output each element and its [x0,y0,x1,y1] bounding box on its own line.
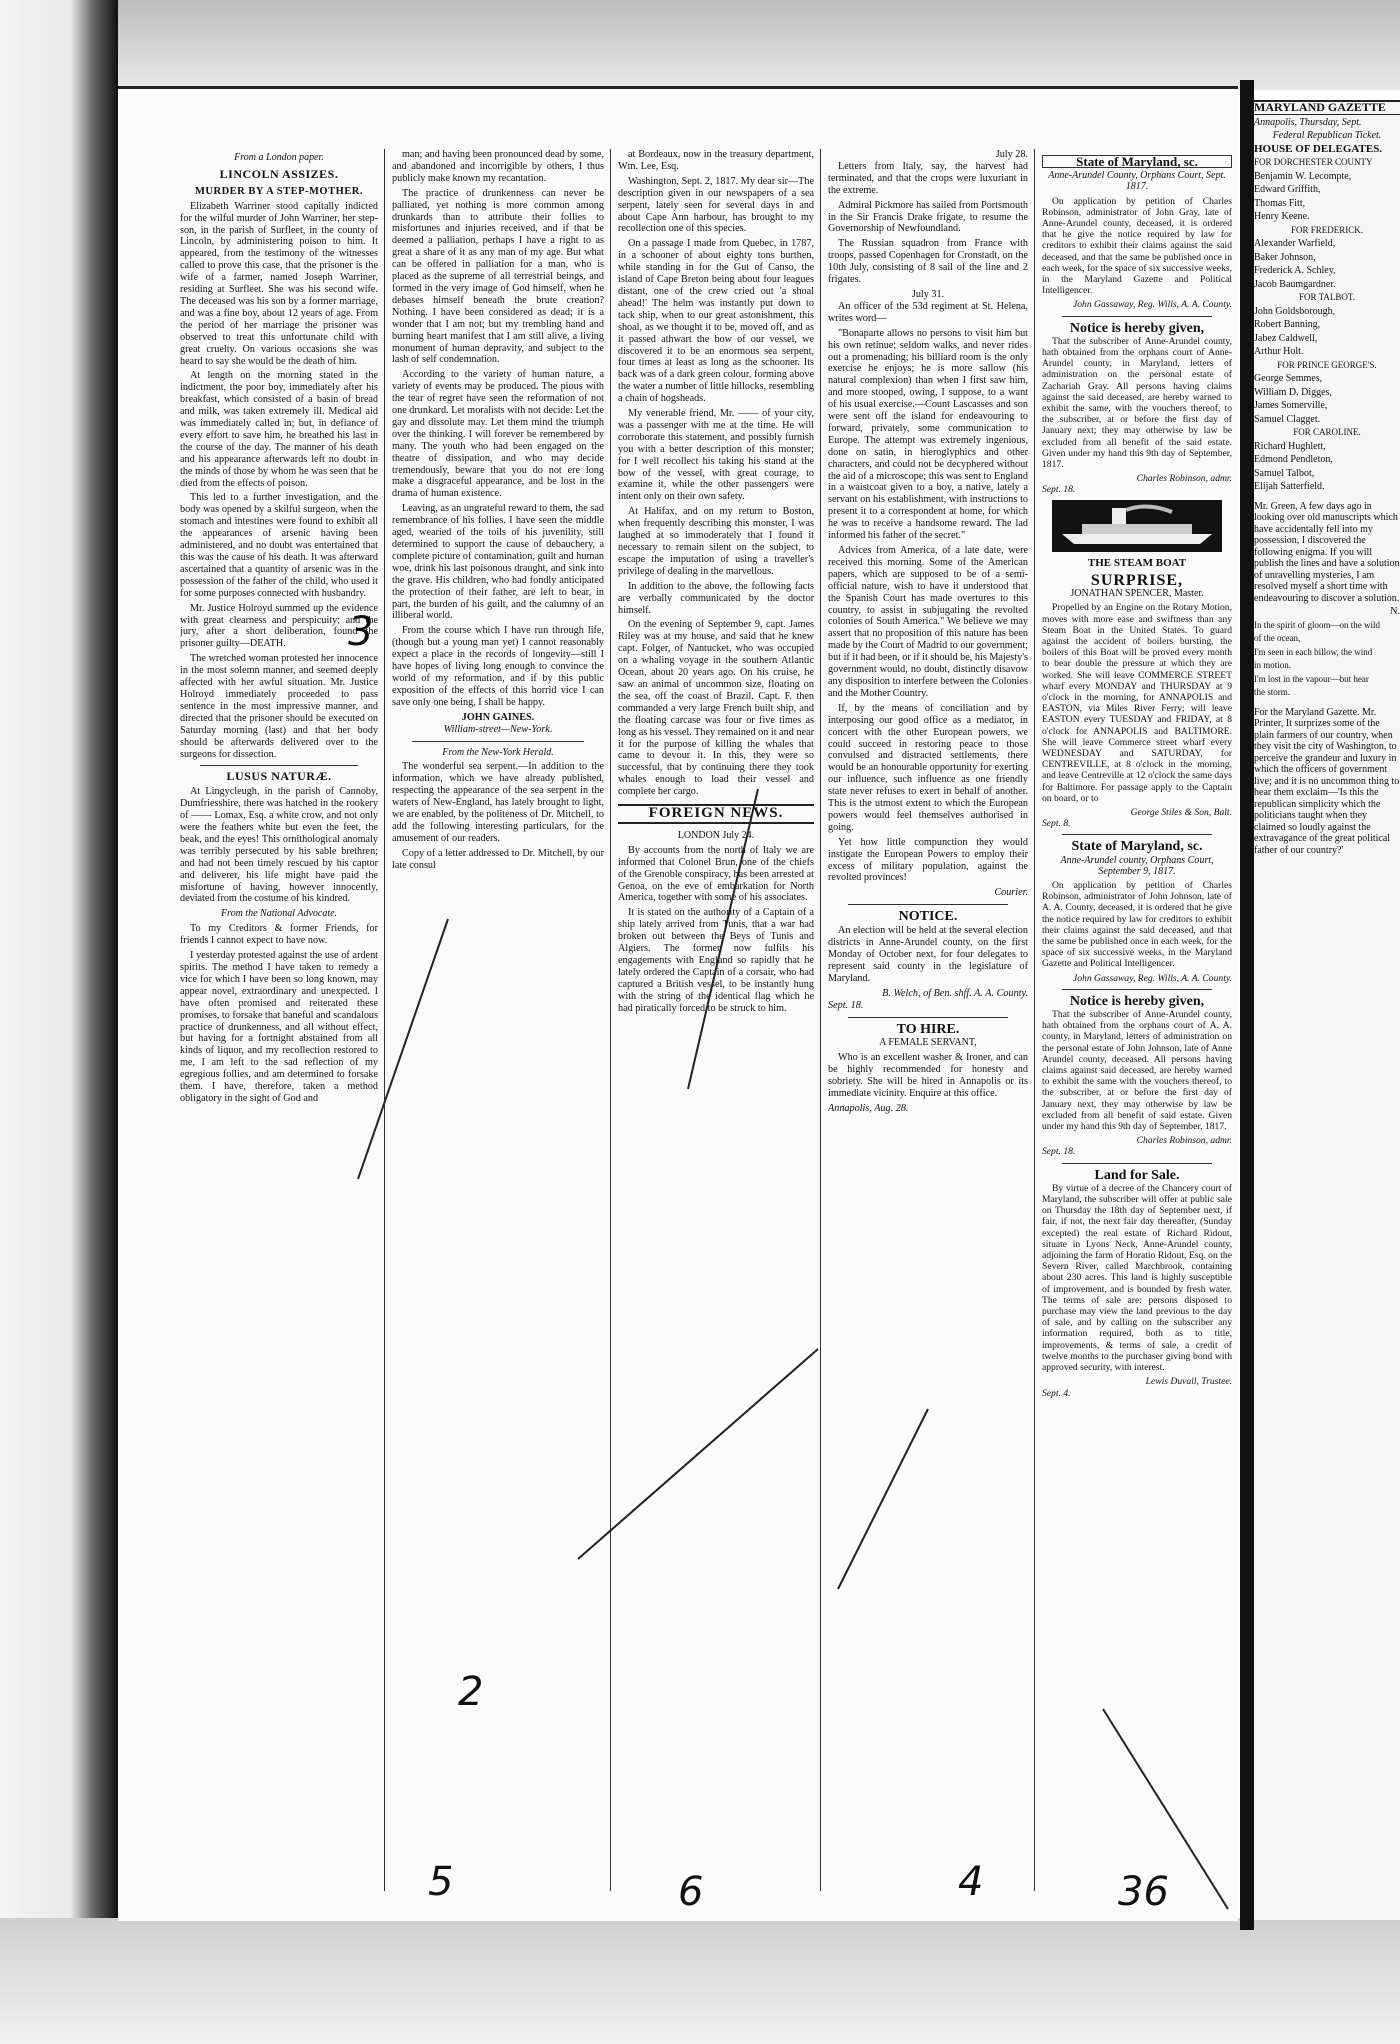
county-heading: FOR TALBOT. [1299,292,1355,302]
candidate: Benjamin W. Lecompte, [1254,170,1352,182]
paragraph: At length on the morning stated in the indictment, the poor boy, immediately after his breakfast, which consisted of a basin of bread and milk, was taken extremely ill. Medical aid was immediately called in; but, in defiance of every effort to save him, he breathed his last in the course of the day. The manner of his death and his appearance afterwards left no doubt in the minds of those by whom he was seen that he died from the effects of poison. [180,370,378,489]
paragraph: It is stated on the authority of a Captain of a ship lately arrived from Tunis, that a war had broken out between the Beys of Tunis and Algiers. The former now fulfils his engagements with England so rapidly that he lately ordered the Captain of a corsair, who had captured a British vessel, to be instantly hung with the string of the identical flag which he had piratically forced to be struck to him. [618,907,814,1014]
paragraph: According to the variety of human nature, a variety of events may be produced. The pious with the tear of regret have seen the reformation of not one drunkard. Let moralists with not decide: Let the gay and dissolute may. Let them mind the triumph over the thinking. I will forever be remembered by many. The youth who had been engaged on the theatre of dissipation, and who may decide tremendously, beware that you do not ere long make a disgraceful appearance, and be lost in the drama of human existence. [392,369,604,500]
ad-date: Sept. 18. [1042,1146,1076,1158]
county-heading: FOR PRINCE GEORGE'S. [1277,359,1377,370]
paragraph: Letters from Italy, say, the harvest had terminated, and that the crops were luxuriant in the extreme. [828,160,1028,196]
ad-subtitle: Anne-Arundel county, Orphans Court, September 9, 1817. [1060,854,1214,877]
paragraph: at Bordeaux, now in the treasury department, Wm. Lee, Esq. [618,149,814,172]
paragraph: The wretched woman protested her innocence in the most solemn manner, and seemed deeply affected with her awful situation. Mr. Justice Holroyd immediately proceeded to pass sentence in the most impressive manner, and directed that the prisoner should be executed on Saturday morning (last) and that her body should be afterwards delivered over to the surgeons for dissection. [180,653,378,760]
ad-text: Propelled by an Engine on the Rotary Motion, moves with more ease and swiftness than any Steam Boat in the United States. To guard against the accident of boilers bursting, the boilers of this Boat will be proved every month to bear double the pressure at which they are worked. She will leave COMMERCE STREET wharf every MONDAY and THURSDAY at 9 o'clock in the morning, for ANNAPOLIS and EASTON, via Miles River Ferry; will leave EASTON every TUESDAY and FRIDAY, at 8 o'clock for ANNAPOLIS and BALTIMORE. She will leave Commerce street wharf every WEDNESDAY and SATURDAY, for CENTREVILLE, at 8 o'clock in the morning, and leave Centreville at 12 o'clock the same days for Baltimore. For passage apply to the Captain on board, or to [1042,602,1232,804]
hire-title: TO HIRE. [896,1021,960,1037]
ad-text: On application by petition of Charles Robinson, administrator of John Johnson, late of A. A. County, deceased, it is ordered that he give the notice required by law for creditors to exhibit their claims against the said deceased, and that the same be published once in each week, for the space of six successive weeks, in the Maryland Gazette and Political Intelligencer. [1042,879,1232,970]
candidate: James Somerville, [1254,400,1328,411]
ad-text: That the subscriber of Anne-Arundel county, hath obtained from the orphans court of Anne-Arundel county, in Maryland, letters of administration on the personal estate of Zachariah Gray. All persons having claims against the said deceased, are hereby warned to exhibit the same, with the vouchers thereof, to the subscriber, at or before the first day of January next; they may otherwise by law be excluded from all benefit of the said estate. Given under my hand this 9th day of September, 1817. [1042,335,1232,471]
paragraph: My venerable friend, Mr. —— of your city, was a passenger with me at the time. He will corroborate this statement, and possibly furnish you with a better description of this monster; for I well recollect his taking his stand at the bow of the vessel, with great courage, to examine it, while the other passengers were intent only on their own safety. [618,408,814,503]
candidate: Elijah Satterfield. [1254,481,1325,492]
ad-signature: Charles Robinson, admr. [1136,473,1232,485]
paragraph: Leaving, as an ungrateful reward to them, the sad remembrance of his follies. I have seen the middle aged, wearied of the toils of his juvenility, still determined to support the cause of debauchery, a complete picture of contamination, guilt and human woe, drink his last poisonous draught, and sink into the grave. His children, who had fondly anticipated the protection of their father, are left to bear, in part, the burden of his guilt, and the calumny of an illiberal world. [392,503,604,622]
house-heading: HOUSE OF DELEGATES. [1254,142,1383,155]
candidate: Baker Johnson, [1254,251,1316,263]
candidate: Samuel Talbot, [1254,467,1315,479]
paragraph: Washington, Sept. 2, 1817. My dear sir—The description given in our newspapers of a sea serpent, lately seen for several days in and about Cape Ann harbour, has brought to my recollection one of this species. [618,175,814,235]
ad-date: Sept. 8. [1042,818,1071,830]
ad-title: State of Maryland, sc. [1042,155,1232,168]
ad-date: Sept. 4. [1042,1387,1071,1399]
ad-signature: John Gassaway, Reg. Wills, A. A. County. [1072,299,1232,311]
ad-signature: Charles Robinson, admr. [1136,1135,1232,1147]
paragraph: Advices from America, of a late date, were received this morning. Some of the American papers, which are supposed to be of a semi-official nature, wish to have it understood that the Spanish Court has made overtures to this country, to assist in subjugating the revolted colonies of South America." We believe we may assert that no proposition of this nature has been made by the Court of Madrid to our government; but if it had been, or if it should be, his Majesty's government would, no doubt, distinctly disavow any disposition to interfere between the Colonies and the Mother Country. [828,545,1028,699]
paragraph: Mr. Green, A few days ago in looking over old manuscripts which have accidentally fell into my possession, I discovered the following enigma. If you will publish the lines and have a solution of unravelling mysteries, I am resolved myself a short time with endeavouring to discover a solution. [1254,500,1400,604]
notice-date: Sept. 18. [828,999,864,1011]
paragraph: man; and having been pronounced dead by some, and abandoned and incorrigible by others, I thus publicly make known my recantation. [392,149,604,184]
paragraph: In addition to the above, the following facts are verbally communicated by the doctor himself. [618,580,814,616]
handwritten-mark: 3 [348,609,374,655]
paragraph: Elizabeth Warriner stood capitally indicted for the wilful murder of John Warriner, her step-son, in the parish of Surfleet, in the county of Lincoln, by administering poison to him. It appeared, from the testimony of the witnesses called to prove this case, that the prisoner is the wife of a farmer, named Joseph Warriner, residing at Surfleet. She was his second wife. The deceased was his son by a former marriage, and was a fine boy, about 12 years of age. From the period of her marriage the prisoner was observed to treat this unfortunate child with great cruelty. On various occasions she was heard to say she would be the death of him. [180,200,378,367]
article-title: LUSUS NATURÆ. [226,769,332,784]
adjacent-page [1254,100,1400,1920]
candidate: Henry Keene. [1254,211,1310,222]
candidate: Jacob Baumgardner. [1254,278,1336,290]
masthead-date: Annapolis, Thursday, Sept. [1254,116,1362,128]
scan-left-shadow [0,0,118,2044]
scan-bottom-shadow [0,1918,1400,2044]
poem-line: In the spirit of gloom—on the wild [1254,619,1380,630]
candidate: Richard Hughlett, [1254,440,1326,452]
paragraph: If, by the means of conciliation and by interposing our good office as a mediator, in concert with the other European powers, we could succeed in restoring peace to those convulsed and distracted settlements, there would be an honourable opportunity for exerting our influence, such influence as one friendly state never refuses to exert in behalf of another. This is the utmost extent to which the European powers would feel themselves authorised in going. [828,702,1028,833]
paragraph: From the course which I have run through life, (though but a young man yet) I cannot reasonably expect a place in the records of longevity—still I have hopes of living long enough to convince the world of my reformation, and if by this public exposition of the effects of this horrid vice I can save only one being, I shall be happy. [392,625,604,708]
county-heading: FOR CAROLINE. [1293,427,1361,437]
handwritten-mark: 5 [428,1859,454,1905]
county-heading: FOR FREDERICK. [1290,224,1363,235]
paragraph: "Bonaparte allows no persons to visit him but his own retinue; seldom walks, and never rides out a promenading; his billiard room is the only exercise he enjoys; he is more sallow (his natural complexion) than when I first saw him, and more stooped, owing, I suppose, to a want of his usual exercise.—Count Lascasses and son were sent off the island for endeavouring to forward, privately, some communication to Europe. The attempt was extremely ingenious, done on satin, in hieroglyphics and other characters, and could not be decyphered without the aid of a microscope; this was sent to England in a waistcoat given to a boy, a native, lately a servant on his establishment, with instructions to present it to a correspondent at home, for which he was to receive a handsome reward. The lad informed his father of the secret." [828,327,1028,542]
steamboat-title: THE STEAM BOAT [1087,556,1187,569]
hire-text: Who is an excellent washer & Ironer, and can be highly recommended for honesty and sobriety. She will be hired in Annapolis or its immediate vicinity. Enquire at this office. [828,1052,1028,1100]
paragraph: On the evening of September 9, capt. James Riley was at my house, and said that he knew capt. Folger, of Nantucket, who was occupied on a whaling voyage in the southern Atlantic Ocean, about 20 years ago. On his cruise, he saw an animal of uncommon size, floating on the sea, off the coast of Brazil. Capt. F. then commanded a very large French built ship, and the floating carcase was four or five times as long as his vessel. They remained on it and near it for the purpose of killing the whales that came to devour it. In this, they were so successful, that by continuing there they took whales enough to load their vessel and complete her cargo. [618,619,814,798]
article-title: LINCOLN ASSIZES. [219,166,339,181]
article-source: Courier. [994,887,1028,899]
poem-line: of the ocean, [1254,633,1301,643]
notice-text: An election will be held at the several election districts in Anne-Arundel county, on the first Monday of October next, for four delegates to represent said county in the legislature of Maryland. [828,925,1028,984]
ad-text: By virtue of a decree of the Chancery court of Maryland, the subscriber will offer at public sale on Thursday the 18th day of September next, if fair, if not, the next fair day thereafter, (Sunday excepted) the real estate of Richard Ridout, situate in Lyons Neck, Anne-Arundel county, adjoining the farm of Horatio Ridout, Esq. on the Severn River, called Marchbrook, containing about 230 acres. This land is highly susceptible of improvement, and is bounded by fresh water. The terms of sale are: persons disposed to purchase may view the land previous to the day of sale, and by calling on the subscriber any information required, both as to title, improvements, & terms of sale, a credit of twelve months to the purchaser giving bond with approved security, with interest. [1042,1182,1232,1374]
poem-line: the storm. [1254,687,1290,697]
steamboat-master: JONATHAN SPENCER, Master. [1070,588,1204,600]
pencil-strokes [118,89,1238,1921]
handwritten-mark: 4 [958,1859,984,1905]
masthead: MARYLAND GAZETTE [1254,100,1400,115]
county-heading: FOR DORCHESTER COUNTY [1254,157,1373,167]
ad-title: Land for Sale. [1094,1167,1180,1183]
paragraph: An officer of the 53d regiment at St. Helena, writes word— [828,300,1028,324]
paragraph: The practice of drunkenness can never be palliated, yet nothing is more common among drunkards than to attribute their follies to misfortunes and injuries received, and if that be deemed a palliation, perhaps I have a right to as great a share of it as any man of my age. But what can be offered in palliation for a man, who is placed as the supreme of all terrestrial beings, and formed in the very image of God himself, when he debases himself beneath the brute creation? Nothing. I have been considered as dead; it is a wonder that I am not; but my trembling hand and burning heart manifest that I am still alive, a living monument of human depravity, and subject to the lash of self condemnation. [392,187,604,366]
paragraph: The wonderful sea serpent.—In addition to the information, which we have already published, respecting the appearance of the sea serpent in the waters of New-England, has lately brought to light, we are enabled, by the politeness of Dr. Mitchell, to add the following interesting particulars, for the amusement of our readers. [392,761,604,844]
section-heading: FOREIGN NEWS. [618,804,814,824]
article-source: From the National Advocate. [220,908,338,920]
article-source: From the New-York Herald. [442,746,554,758]
candidate: Robert Banning, [1254,319,1321,330]
paragraph: By accounts from the north of Italy we are informed that Colonel Brun, one of the chiefs of the Grenoble conspiracy, has been arrested at Genoa, on the eve of embarkation for North America, together with some of his associates. [618,844,814,904]
ad-signature: George Stiles & Son, Balt. [1130,806,1232,818]
ad-title: Notice is hereby given, [1069,993,1205,1009]
article-subtitle: MURDER BY A STEP-MOTHER. [195,185,363,197]
candidate: Arthur Holt. [1254,346,1304,357]
paragraph: Admiral Pickmore has sailed from Portsmouth in the Sir Francis Drake frigate, to resume the Governorship of Newfoundland. [828,199,1028,235]
dateline: July 28. [995,149,1028,160]
poem-line: I'm seen in each billow, the wind [1254,646,1373,657]
ticket-heading: Federal Republican Ticket. [1272,130,1382,141]
candidate: George Semmes, [1254,373,1323,384]
hire-date: Annapolis, Aug. 28. [828,1102,909,1114]
candidate: Frederick A. Schley, [1254,265,1336,276]
paragraph: I yesterday protested against the use of ardent spirits. The method I have taken to remedy a vice for which I have been so long known, may appear novel, extraordinary and unexpected. I have often promised and reiterated these promises, to forsake that baneful and scandalous practice of drunkenness, and all without effect, but having for a fortnight abstained from all kinds of liquor, and my recollection restored to me, I am left to the sad reflection of my egregious follies, and am determined to forsake them. I have, therefore, taken a method obligatory in the sight of God and [180,950,378,1104]
ad-signature: Lewis Duvall, Trustee. [1145,1376,1232,1388]
candidate: John Goldsborough, [1254,305,1336,317]
handwritten-mark: 36 [1118,1869,1169,1915]
poem-line: in motion. [1254,660,1292,670]
hire-subtitle: A FEMALE SERVANT, [879,1037,977,1049]
dateline: July 31. [911,288,945,300]
handwritten-mark: 6 [678,1869,704,1915]
ad-signature: John Gassaway, Reg. Wills, A. A. County. [1072,972,1232,984]
notice-signature: B. Welch, of Ben. shff. A. A. County. [882,987,1028,999]
signature-address: William-street—New-York. [443,723,553,735]
paragraph: This led to a further investigation, and the body was opened by a skilful surgeon, when the stomach and intestines were found to exhibit all the appearances of arsenic having been administered, and no doubt was entertained that this was the cause of his death. It was afterward ascertained that a quantity of arsenic was in the possession of the father of the child, who used it for some purposes connected with husbandry. [180,492,378,599]
paragraph: Mr. Justice Holroyd summed up the evidence with great clearness and perspicuity; and the jury, after a short deliberation, found the prisoner guilty—DEATH. [180,602,378,650]
signature-name: JOHN GAINES. [461,711,535,723]
paragraph: For the Maryland Gazette. Mr. Printer, It surprizes some of the plain farmers of our country, when they visit the city of Washington, to perceive the grandeur and luxury in which the officers of government live; and it is no uncommon thing to hear them exclaim—'Is this the republican simplicity which the politicians taught when they claimed so loudly against the extravagance of the great political father of our country?' [1254,706,1400,856]
paragraph: To my Creditors & former Friends, for friends I cannot expect to have now. [180,923,378,947]
candidate: William D. Digges, [1254,386,1332,398]
candidate: Samuel Clagget. [1254,413,1321,425]
paragraph: Yet how little compunction they would instigate the European Powers to employ their excess of military population, against the revolted provinces! [828,836,1028,884]
article-source: From a London paper. [234,152,324,163]
poem-line: I'm lost in the vapour—but hear [1254,673,1369,684]
paragraph: On a passage I made from Quebec, in 1787, in a schooner of about eighty tons burthen, while standing in for the Gut of Canso, the island of Cape Breton being about four leagues distant, one of the crew cried out 'a shoal ahead!' The helm was instantly put down to tack ship, when to our great astonishment, this shoal, as we thought it to be, moved off, and as it passed athwart the bow of our vessel, we discovered it to be an enormous sea serpent, four times at least as long as the schooner. Its back was of a dark green colour, forming above the water a number of little hillocks, resembling a chain of hogsheads. [618,238,814,405]
newspaper-page [118,86,1238,1921]
ad-date: Sept. 18. [1042,484,1076,496]
notice-title: NOTICE. [898,909,958,925]
candidate: Jabez Caldwell, [1254,332,1318,344]
handwritten-mark: 2 [458,1669,484,1715]
candidate: Alexander Warfield, [1254,238,1336,249]
candidate: Edmond Pendleton, [1254,454,1333,465]
candidate: Thomas Fitt, [1254,197,1306,209]
paragraph: At Lingycleugh, in the parish of Cannoby, Dumfriesshire, there was hatched in the rookery of —— Lomax, Esq. a white crow, and not only were the feathers white but even the feet, the beak, and the eyes! This ornithological anomaly was terribly persecuted by his sable brethren; and had not been timely rescued by his captor and deliverer, his life might have paid the misfortune of having, however innocently, deviated from the costume of his kindred. [180,786,378,905]
page-gutter [1240,80,1254,1930]
candidate: Edward Griffith, [1254,184,1321,195]
dateline: LONDON July 24. [677,829,755,841]
ad-text: That the subscriber of Anne-Arundel county, hath obtained from the orphans court of A. A. county, in Maryland, letters of administration on the personal estate of John Johnson, late of Anne Arundel county, deceased. All persons having claims against said deceased, are hereby warned to exhibit the same with the vouchers thereof, to the subscriber, at or before the first day of January next, they may otherwise by law be excluded from all benefit of said estate. Given under my hand this 9th day of September, 1817. [1042,1009,1232,1133]
paragraph: At Halifax, and on my return to Boston, when frequently describing this monster, I was laughed at so immoderately that I found it necessary to remain silent on the subject, to escape the imputation of using a traveller's privilege of dealing in the marvellous. [618,506,814,577]
ad-subtitle: Anne-Arundel County, Orphans Court, Sept. 1817. [1048,170,1226,193]
scan-top-shadow [0,0,1400,90]
paragraph: The Russian squadron from France with troops, passed Copenhagen for Cronstadt, on the 10th July, consisting of 8 sail of the line and 2 frigates. [828,238,1028,286]
ad-title: State of Maryland, sc. [1071,839,1203,855]
steamboat-name: SURPRISE, [1090,571,1184,589]
paragraph: Copy of a letter addressed to Dr. Mitchell, by our late consul [392,847,604,871]
signature: N. [1390,606,1400,617]
ad-text: On application by petition of Charles Robinson, administrator of John Gray, late of Anne-Arundel county, deceased, it is ordered that he give the notice required by law for creditors to exhibit their claims against the said deceased, and that the same be published once in each week, for the space of six successive weeks, in the Maryland Gazette and Political Intelligencer. [1042,195,1232,297]
ad-title: Notice is hereby given, [1069,320,1205,336]
